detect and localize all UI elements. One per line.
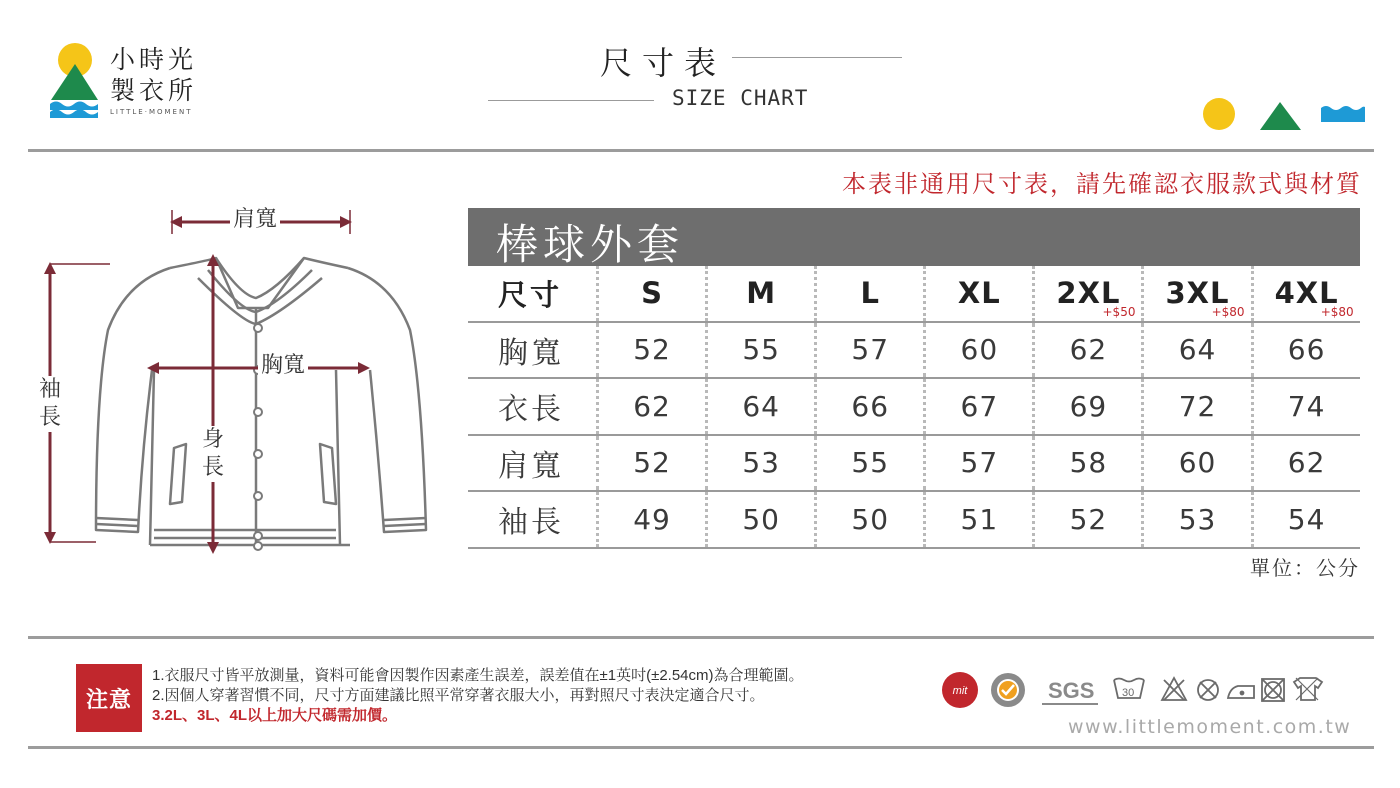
table-cell: 62 (596, 379, 705, 434)
wash-temp-text: 30 (1122, 687, 1135, 699)
table-cell: 52 (596, 323, 705, 378)
size-surcharge: +$80 (1320, 304, 1354, 319)
table-cell: 57 (923, 436, 1032, 491)
footer-divider-top (28, 636, 1374, 639)
size-label: S (641, 276, 663, 311)
title-divider (488, 100, 654, 101)
brand-name-line1: 小時光 (110, 45, 198, 74)
sleeve-length-label-line2: 長 (38, 405, 61, 430)
size-notice: 本表非通用尺寸表，請先確認衣服款式與材質 (842, 170, 1362, 198)
table-cell: 62 (1032, 323, 1141, 378)
no-tumble-dry-icon (1198, 680, 1218, 700)
table-header-row (468, 266, 1360, 323)
row-label: 衣長 (498, 392, 564, 428)
table-cell: 64 (1141, 323, 1250, 378)
header-divider (28, 149, 1374, 152)
table-row (468, 492, 1360, 549)
shoulder-width-label: 肩寬 (230, 209, 280, 231)
sgs-logo-text: SGS (1048, 678, 1095, 703)
table-cell: 53 (1141, 492, 1250, 547)
table-cell: 55 (814, 436, 923, 491)
unit-label: 單位：公分 (1250, 556, 1360, 580)
table-cell: 69 (1032, 379, 1141, 434)
table-cell: 50 (814, 492, 923, 547)
brand-name (110, 44, 197, 106)
header-icons (1200, 96, 1370, 132)
brand-subtitle: LITTLE·MOMENT (110, 108, 193, 116)
table-row (468, 379, 1360, 436)
note-line: 2.因個人穿著習慣不同，尺寸方面建議比照平常穿著衣服大小，再對照尺寸表決定適合尺寸。 (152, 687, 765, 704)
size-header-cell (705, 266, 814, 321)
table-cell: 64 (705, 379, 814, 434)
chest-width-label: 胸寬 (258, 355, 308, 377)
size-header-cell (596, 266, 705, 321)
table-cell: 66 (1251, 323, 1360, 378)
title-divider (732, 57, 902, 58)
size-header-cell (1141, 266, 1250, 321)
water-icon (1321, 106, 1365, 122)
jacket-outline-icon (30, 200, 450, 560)
size-label: 4XL (1274, 276, 1339, 311)
size-label: L (860, 276, 880, 311)
no-dry-clean-icon (1262, 679, 1284, 701)
row-label: 袖長 (498, 505, 564, 541)
sun-icon (1203, 98, 1235, 130)
size-surcharge: +$80 (1211, 304, 1245, 319)
size-header-cell (1032, 266, 1141, 321)
table-row (468, 323, 1360, 380)
footer-divider-bottom (28, 746, 1374, 749)
body-length-label-line1: 身 (201, 427, 224, 452)
size-header-cell (814, 266, 923, 321)
size-header-cell (923, 266, 1032, 321)
iron-icon (1228, 686, 1254, 698)
table-cell: 60 (1141, 436, 1250, 491)
attention-badge: 注意 (76, 664, 142, 732)
row-label: 胸寬 (498, 335, 564, 371)
care-notes (152, 666, 804, 726)
website-url: www.littlemoment.com.tw (1068, 716, 1352, 738)
size-label: 2XL (1056, 276, 1121, 311)
brand-name-line2: 製衣所 (110, 76, 198, 105)
table-cell: 49 (596, 492, 705, 547)
size-label: M (746, 276, 777, 311)
table-cell: 55 (705, 323, 814, 378)
size-label: XL (957, 276, 1001, 311)
table-cell: 58 (1032, 436, 1141, 491)
table-cell: 66 (814, 379, 923, 434)
jacket-diagram (30, 200, 450, 560)
table-cell: 62 (1251, 436, 1360, 491)
quality-check-icon (991, 673, 1025, 707)
table-cell: 50 (705, 492, 814, 547)
size-header-label: 尺寸 (498, 277, 563, 312)
table-cell: 60 (923, 323, 1032, 378)
sgs-logo-icon (1042, 678, 1098, 704)
table-cell: 51 (923, 492, 1032, 547)
page-title: 尺寸表 (600, 44, 727, 82)
sleeve-length-label (37, 376, 63, 432)
table-cell: 72 (1141, 379, 1250, 434)
no-bleach-icon (1162, 678, 1186, 700)
table-cell: 52 (1032, 492, 1141, 547)
mountain-icon (1260, 102, 1301, 130)
table-cell: 57 (814, 323, 923, 378)
note-line-surcharge: 3.2L、3L、4L以上加大尺碼需加價。 (152, 707, 398, 724)
table-cell: 54 (1251, 492, 1360, 547)
note-line: 1.衣服尺寸皆平放測量，資料可能會因製作因素產生誤差，誤差值在±1英吋(±2.54cm)為合理範圍。 (152, 667, 804, 684)
hang-dry-icon (1294, 678, 1322, 700)
body-length-label (200, 426, 226, 482)
mit-badge-icon (942, 672, 978, 708)
body-length-label-line2: 長 (201, 455, 224, 480)
table-title: 棒球外套 (496, 220, 685, 269)
size-table (468, 266, 1360, 549)
mit-badge-text: mit (952, 685, 968, 697)
table-row (468, 436, 1360, 493)
size-surcharge: +$50 (1102, 304, 1136, 319)
certification-and-care-icons (938, 668, 1338, 712)
table-cell: 52 (596, 436, 705, 491)
table-title-bar (468, 208, 1360, 269)
table-cell: 67 (923, 379, 1032, 434)
sleeve-length-label-line1: 袖 (38, 377, 61, 402)
table-cell: 53 (705, 436, 814, 491)
size-header-cell (1251, 266, 1360, 321)
wash-30-icon (1114, 679, 1144, 700)
page-subtitle: SIZE CHART (672, 86, 809, 110)
row-label: 肩寬 (498, 448, 564, 484)
sun-mountain-water-logo-icon (48, 40, 108, 122)
table-cell: 74 (1251, 379, 1360, 434)
brand-logo (48, 40, 218, 122)
size-label: 3XL (1165, 276, 1230, 311)
